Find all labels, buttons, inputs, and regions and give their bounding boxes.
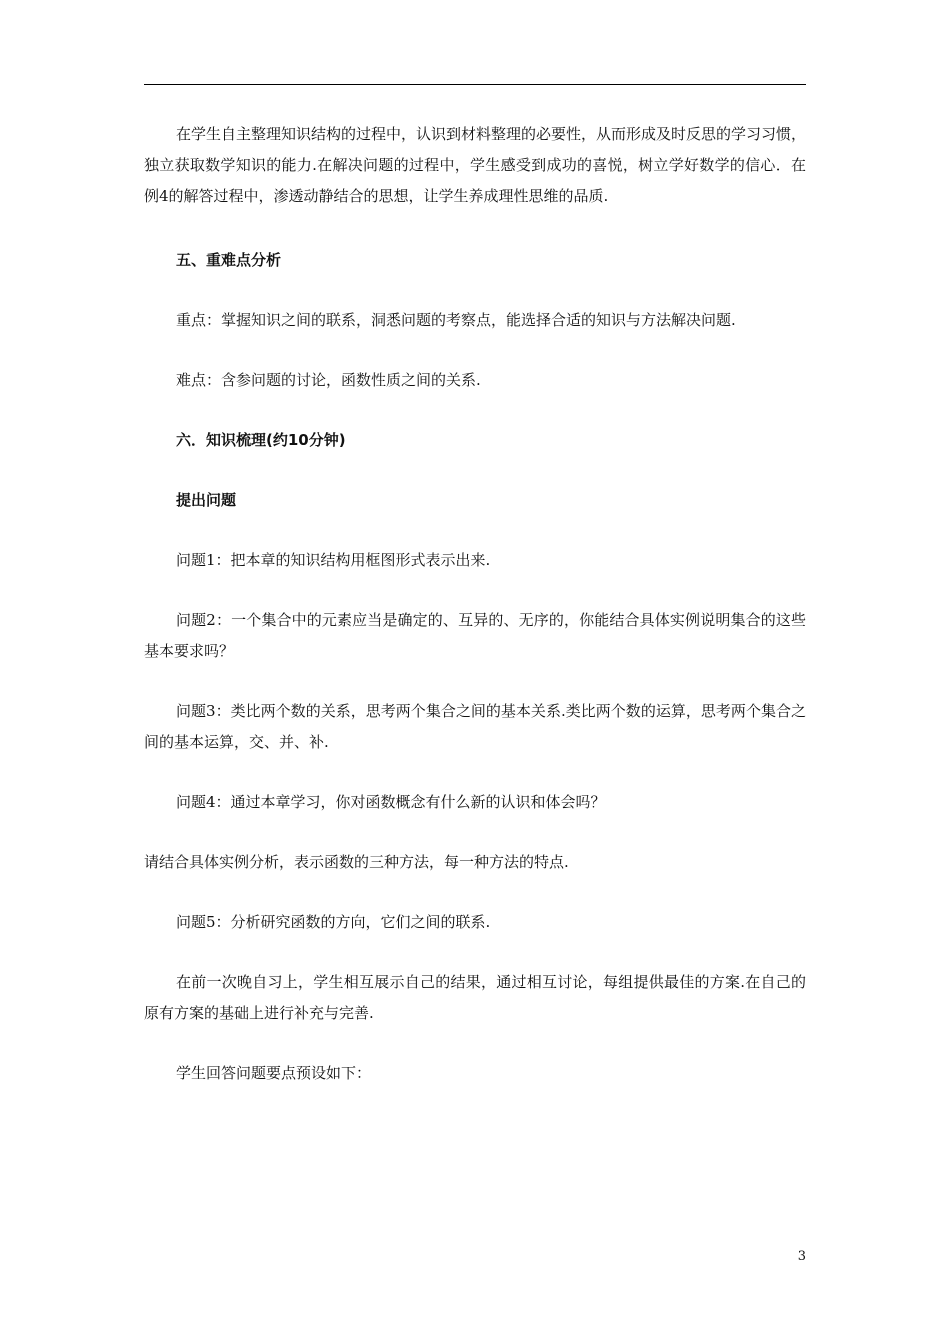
- paragraph-answer-preset: 学生回答问题要点预设如下：: [176, 1064, 372, 1082]
- paragraph-evening-study: 在前一次晚自习上，学生相互展示自己的结果，通过相互讨论，每组提供最佳的方案.在自己的原有方案的基础上进行补充与完善.: [144, 973, 806, 1022]
- question-2: 问题2：一个集合中的元素应当是确定的、互异的、无序的，你能结合具体实例说明集合的这些基本要求吗？: [144, 611, 806, 660]
- question-5: 问题5：分析研究函数的方向，它们之间的联系.: [176, 913, 491, 931]
- paragraph-goals: 在学生自主整理知识结构的过程中，认识到材料整理的必要性，从而形成及时反思的学习习惯，独立获取数学知识的能力.在解决问题的过程中，学生感受到成功的喜悦，树立学好数学的信心．在例4的解答过程中，渗透动静结合的思想，让学生养成理性思维的品质.: [144, 125, 807, 205]
- section-heading-knowledge-review: 六．知识梳理(约10分钟): [176, 431, 346, 449]
- paragraph-key-point: 重点：掌握知识之间的联系，洞悉问题的考察点，能选择合适的知识与方法解决问题.: [176, 311, 736, 329]
- page-number: 3: [797, 1249, 806, 1264]
- header-rule: [144, 84, 806, 85]
- question-4: 问题4：通过本章学习，你对函数概念有什么新的认识和体会吗？: [176, 793, 606, 811]
- document-body: [144, 119, 806, 1089]
- paragraph-difficulty: 难点：含参问题的讨论，函数性质之间的关系.: [176, 371, 481, 389]
- subheading-raise-questions: 提出问题: [176, 491, 237, 509]
- question-4-continuation: 请结合具体实例分析，表示函数的三种方法，每一种方法的特点.: [144, 853, 569, 871]
- section-heading-key-points: 五、重难点分析: [176, 251, 282, 269]
- question-3: 问题3：类比两个数的关系，思考两个集合之间的基本关系.类比两个数的运算，思考两个集合之间的基本运算，交、并、补.: [144, 702, 806, 751]
- question-1: 问题1：把本章的知识结构用框图形式表示出来.: [176, 551, 491, 569]
